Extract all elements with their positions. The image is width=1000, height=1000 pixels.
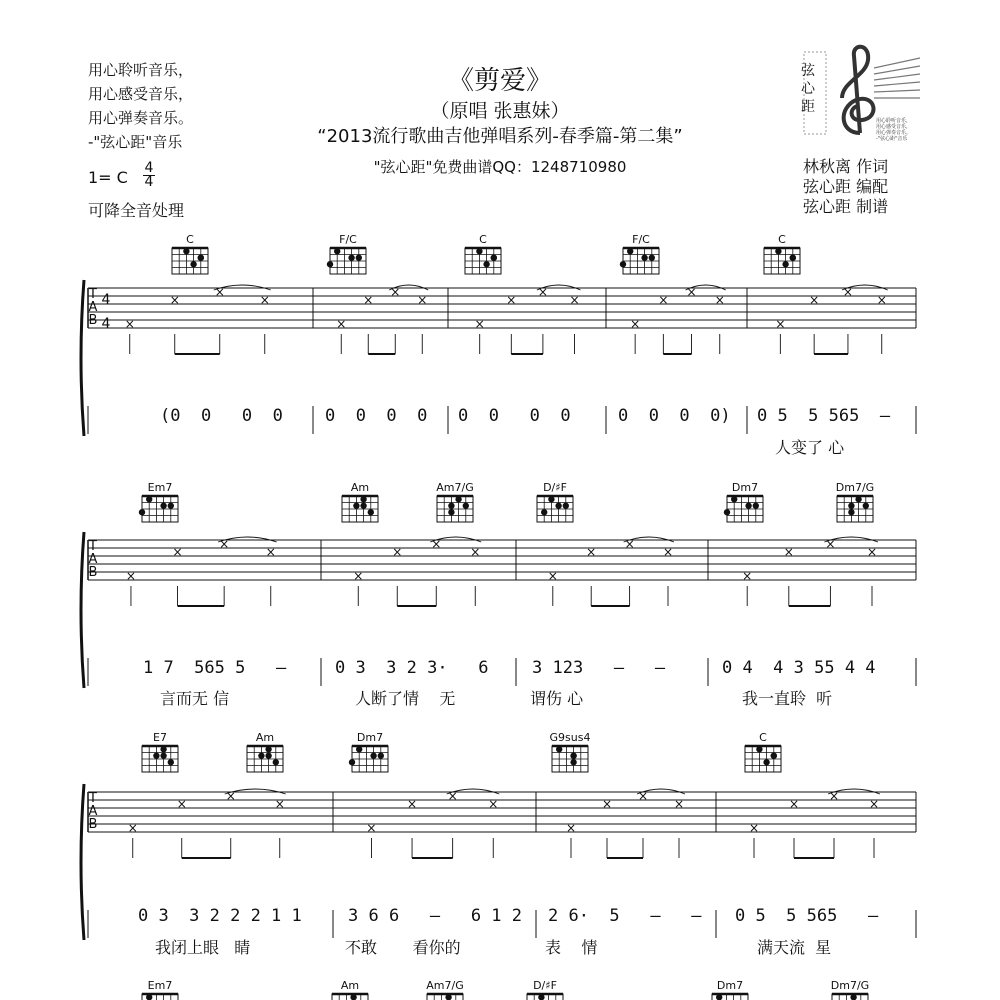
tab-note-mark: × <box>658 293 669 307</box>
tab-clef-letter: T <box>89 539 97 554</box>
chord-finger-dot <box>848 503 854 509</box>
chord-finger-dot <box>198 255 204 261</box>
chord-name: Em7 <box>147 481 173 494</box>
tab-note-mark: × <box>474 317 485 331</box>
chord-name: F/C <box>632 233 650 246</box>
tab-note-mark: × <box>809 293 820 307</box>
chord-finger-dot <box>570 753 576 759</box>
chord-finger-dot <box>548 496 554 502</box>
tab-note-mark: × <box>127 821 138 835</box>
chord-name: Dm7 <box>356 731 384 744</box>
chord-name: C <box>778 233 786 246</box>
tab-note-mark: × <box>586 545 597 559</box>
chord-name: G9sus4 <box>549 731 591 744</box>
tab-note-mark: × <box>259 293 270 307</box>
chord-finger-dot <box>183 248 189 254</box>
tab-note-mark: × <box>366 821 377 835</box>
original-singer: （原唱 张惠妹） <box>430 100 570 122</box>
chord-finger-dot <box>146 496 152 502</box>
chord-name: Dm7 <box>716 979 744 992</box>
lyric-line: 我闭上眼 睛 <box>155 938 251 957</box>
lyric-line: 人变了 心 <box>775 438 845 457</box>
tab-note-mark: × <box>172 545 183 559</box>
tab-note-mark: × <box>363 293 374 307</box>
tab-time-top: 4 <box>101 292 111 308</box>
chord-finger-dot <box>258 753 264 759</box>
lyric-line: 言而无 信 <box>160 689 230 708</box>
chord-finger-dot <box>731 496 737 502</box>
chord-finger-dot <box>378 753 384 759</box>
tab-note-mark: × <box>353 569 364 583</box>
tab-note-mark: × <box>868 797 880 811</box>
chord-finger-dot <box>627 248 633 254</box>
chord-name: F/C <box>339 233 357 246</box>
jianpu-measure: 0 5 5 565 – <box>757 406 891 426</box>
tab-note-mark: × <box>431 537 442 551</box>
chord-finger-dot <box>327 261 333 267</box>
chord-finger-dot <box>745 503 751 509</box>
time-top: 4 <box>144 160 154 176</box>
tab-note-mark: × <box>470 545 481 559</box>
tab-note-mark: × <box>219 537 230 551</box>
chord-finger-dot <box>620 261 626 267</box>
chord-finger-dot <box>855 496 861 502</box>
jianpu-measure: 3 123 – – <box>532 658 666 678</box>
tab-note-mark: × <box>506 293 517 307</box>
tab-note-mark: × <box>392 545 403 559</box>
chord-finger-dot <box>356 255 362 261</box>
tab-note-mark: × <box>828 789 840 803</box>
tab-note-mark: × <box>569 293 580 307</box>
chord-name: Am <box>255 731 275 744</box>
chord-finger-dot <box>348 255 354 261</box>
chord-name: Dm7/G <box>835 481 875 494</box>
tab-note-mark: × <box>742 569 753 583</box>
chord-finger-dot <box>353 503 359 509</box>
tab-note-mark: × <box>125 569 136 583</box>
chord-finger-dot <box>556 746 562 752</box>
chord-finger-dot <box>356 746 362 752</box>
lyric-line: 人断了情 无 <box>355 689 456 708</box>
chord-finger-dot <box>641 255 647 261</box>
chord-name: Dm7 <box>731 481 759 494</box>
tab-note-mark: × <box>124 317 135 331</box>
chord-finger-dot <box>753 503 759 509</box>
tab-note-mark: × <box>274 797 285 811</box>
series-title: “2013流行歌曲吉他弹唱系列-春季篇-第二集” <box>317 126 683 147</box>
chord-finger-dot <box>782 261 788 267</box>
chord-name: Am <box>350 481 370 494</box>
chord-finger-dot <box>555 503 561 509</box>
chord-name: C <box>186 233 194 246</box>
chord-finger-dot <box>848 509 854 515</box>
jianpu-measure: 3 6 6 – 6 1 2 <box>348 906 522 926</box>
chord-finger-dot <box>168 503 174 509</box>
lyric-line: 我一直聆 听 <box>742 689 833 708</box>
chord-finger-dot <box>360 496 366 502</box>
tab-note-mark: × <box>876 293 887 307</box>
tab-note-mark: × <box>390 285 401 299</box>
time-bottom: 4 <box>144 174 154 190</box>
credit-lyricist: 林秋离 作词 <box>803 157 889 176</box>
tab-note-mark: × <box>336 317 347 331</box>
tab-note-mark: × <box>637 789 649 803</box>
chord-name: D/♯F <box>533 979 557 992</box>
tab-clef-letter: A <box>88 552 98 567</box>
tab-clef-letter: A <box>88 300 98 315</box>
motto-line: 用心弹奏音乐。 <box>88 109 194 127</box>
tab-note-mark: × <box>783 545 794 559</box>
tab-note-mark: × <box>866 545 878 559</box>
chord-finger-dot <box>476 248 482 254</box>
chord-finger-dot <box>265 746 271 752</box>
chord-name: Em7 <box>147 979 173 992</box>
jianpu-measure: 0 0 0 0) <box>618 406 731 426</box>
chord-finger-dot <box>756 746 762 752</box>
tab-note-mark: × <box>176 797 187 811</box>
chord-finger-dot <box>483 261 489 267</box>
tab-note-mark: × <box>265 545 276 559</box>
tab-note-mark: × <box>748 821 760 835</box>
chord-finger-dot <box>563 503 569 509</box>
logo-motto-line: 用心聆听音乐， <box>876 118 912 124</box>
jianpu-measure: 0 4 4 3 55 4 4 <box>722 658 876 678</box>
chord-finger-dot <box>190 261 196 267</box>
jianpu-measure: 0 0 0 0 <box>458 406 571 426</box>
tab-clef-letter: B <box>88 313 98 328</box>
chord-finger-dot <box>570 759 576 765</box>
chord-finger-dot <box>649 255 655 261</box>
chord-name: Am7/G <box>426 979 464 992</box>
logo-motto-line: 用心感受音乐， <box>876 124 912 130</box>
chord-finger-dot <box>368 509 374 515</box>
tab-clef-letter: T <box>89 287 97 302</box>
tab-note-mark: × <box>624 537 635 551</box>
tab-note-mark: × <box>686 285 697 299</box>
jianpu-measure: 0 3 3 2 3· 6 <box>335 658 489 678</box>
chord-finger-dot <box>153 753 159 759</box>
tab-note-mark: × <box>714 293 725 307</box>
tab-note-mark: × <box>565 821 577 835</box>
tab-clef-letter: A <box>88 804 98 819</box>
chord-name: D/♯F <box>543 481 567 494</box>
jianpu-measure: 2 6· 5 – – <box>548 906 702 926</box>
chord-finger-dot <box>491 255 497 261</box>
tab-note-mark: × <box>447 789 458 803</box>
jianpu-measure: 0 3 3 2 2 2 1 1 <box>138 906 302 926</box>
tab-note-mark: × <box>788 797 800 811</box>
chord-name: Am <box>340 979 360 992</box>
system-brace <box>81 532 84 688</box>
chord-name: E7 <box>153 731 167 744</box>
credit-engraver: 弦心距 制谱 <box>803 197 889 216</box>
tab-note-mark: × <box>407 797 418 811</box>
chord-name: Dm7/G <box>830 979 870 992</box>
tab-note-mark: × <box>547 569 558 583</box>
chord-finger-dot <box>775 248 781 254</box>
tab-note-mark: × <box>775 317 786 331</box>
motto-line: 用心聆听音乐， <box>88 61 194 79</box>
logo-brand-text: 弦心距 <box>801 63 815 115</box>
transpose-note: 可降全音处理 <box>88 201 185 220</box>
tab-note-mark: × <box>537 285 548 299</box>
chord-name: C <box>759 731 767 744</box>
chord-finger-dot <box>265 753 271 759</box>
chord-finger-dot <box>160 503 166 509</box>
motto-line: 用心感受音乐， <box>88 85 194 103</box>
chord-finger-dot <box>160 753 166 759</box>
tab-note-mark: × <box>662 545 674 559</box>
chord-name: Am7/G <box>436 481 474 494</box>
tab-note-mark: × <box>601 797 613 811</box>
system-brace <box>81 280 84 436</box>
chord-finger-dot <box>349 759 355 765</box>
tab-note-mark: × <box>417 293 428 307</box>
chord-finger-dot <box>168 759 174 765</box>
qq-contact: "弦心距"免费曲谱QQ：1248710980 <box>373 158 627 176</box>
tab-clef-letter: T <box>89 791 97 806</box>
chord-finger-dot <box>370 753 376 759</box>
chord-finger-dot <box>160 746 166 752</box>
chord-name: C <box>479 233 487 246</box>
logo-motto-line: 用心弹奏音乐。 <box>876 130 912 136</box>
tab-note-mark: × <box>630 317 641 331</box>
song-title: 《剪爱》 <box>447 66 552 96</box>
logo-motto-line: -"弦心距"音乐 <box>876 136 908 142</box>
system-brace <box>81 784 84 940</box>
chord-finger-dot <box>790 255 796 261</box>
chord-finger-dot <box>541 509 547 515</box>
chord-finger-dot <box>463 503 469 509</box>
tab-note-mark: × <box>673 797 685 811</box>
chord-finger-dot <box>448 509 454 515</box>
lyric-line: 谓伤 心 <box>530 689 584 708</box>
chord-finger-dot <box>724 509 730 515</box>
jianpu-measure: (0 0 0 0 <box>160 406 283 426</box>
lyric-line: 满天流 星 <box>757 938 832 957</box>
motto-line: -"弦心距"音乐 <box>88 133 183 151</box>
chord-finger-dot <box>139 509 145 515</box>
tab-note-mark: × <box>825 537 836 551</box>
chord-finger-dot <box>763 759 769 765</box>
credit-arranger: 弦心距 编配 <box>803 177 889 196</box>
jianpu-measure: 0 0 0 0 <box>325 406 428 426</box>
chord-finger-dot <box>863 503 869 509</box>
key-prefix: 1= C <box>88 168 128 187</box>
chord-finger-dot <box>273 759 279 765</box>
chord-finger-dot <box>771 753 777 759</box>
chord-finger-dot <box>455 496 461 502</box>
jianpu-measure: 1 7 565 5 – <box>143 658 287 678</box>
tab-note-mark: × <box>225 789 236 803</box>
tab-note-mark: × <box>488 797 499 811</box>
lyric-line: 不敢 看你的 <box>345 938 461 957</box>
chord-finger-dot <box>334 248 340 254</box>
chord-finger-dot <box>448 503 454 509</box>
lyric-line: 表 情 <box>545 938 598 957</box>
tab-time-bottom: 4 <box>101 316 111 332</box>
tab-note-mark: × <box>169 293 180 307</box>
tab-note-mark: × <box>842 285 853 299</box>
tab-note-mark: × <box>214 285 225 299</box>
tab-clef-letter: B <box>88 817 98 832</box>
jianpu-measure: 0 5 5 565 – <box>735 906 879 926</box>
chord-finger-dot <box>360 503 366 509</box>
tab-clef-letter: B <box>88 565 98 580</box>
